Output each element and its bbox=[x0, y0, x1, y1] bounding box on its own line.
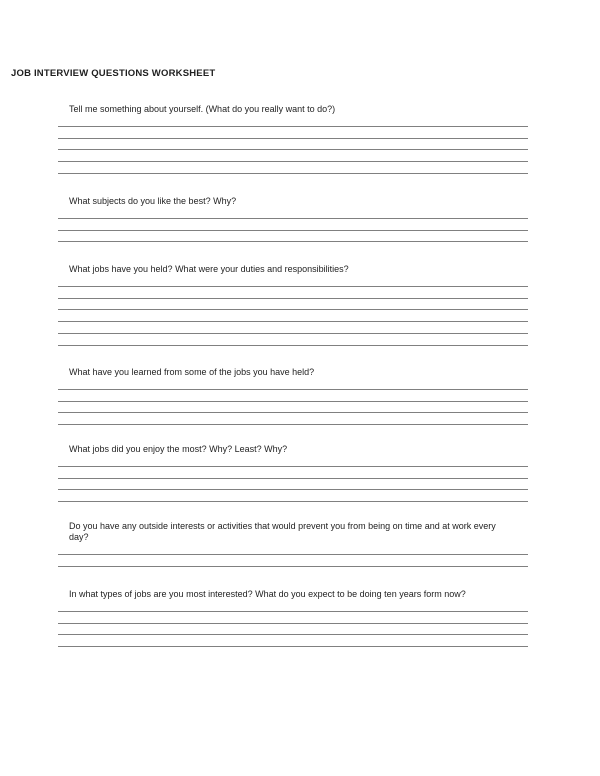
answer-line bbox=[58, 139, 528, 151]
answer-line bbox=[58, 624, 528, 636]
answer-lines-group bbox=[58, 543, 528, 567]
question-text: What jobs have you held? What were your duties and responsibilities? bbox=[69, 264, 349, 274]
question-section bbox=[58, 367, 528, 425]
answer-line bbox=[58, 378, 528, 390]
question-section bbox=[58, 264, 528, 346]
question-section bbox=[58, 521, 528, 567]
question-text: What subjects do you like the best? Why? bbox=[69, 196, 237, 206]
question-text: In what types of jobs are you most interested? What do you expect to be doing ten years form now? bbox=[69, 589, 466, 599]
answer-line bbox=[58, 299, 528, 311]
answer-line bbox=[58, 231, 528, 243]
question-section bbox=[58, 444, 528, 502]
answer-line bbox=[58, 555, 528, 567]
answer-lines-group bbox=[58, 455, 528, 502]
answer-line bbox=[58, 127, 528, 139]
answer-line bbox=[58, 322, 528, 334]
answer-line bbox=[58, 543, 528, 555]
answer-line bbox=[58, 310, 528, 322]
answer-line bbox=[58, 207, 528, 219]
answer-line bbox=[58, 600, 528, 612]
answer-line bbox=[58, 635, 528, 647]
answer-lines-group bbox=[58, 275, 528, 346]
question-section bbox=[58, 196, 528, 242]
answer-line bbox=[58, 479, 528, 491]
page-title: JOB INTERVIEW QUESTIONS WORKSHEET bbox=[11, 68, 216, 79]
answer-lines-group bbox=[58, 600, 528, 647]
answer-line bbox=[58, 402, 528, 414]
question-text: What have you learned from some of the jobs you have held? bbox=[69, 367, 315, 377]
answer-line bbox=[58, 162, 528, 174]
question-text: What jobs did you enjoy the most? Why? Least? Why? bbox=[69, 444, 288, 454]
answer-line bbox=[58, 287, 528, 299]
answer-lines-group bbox=[58, 378, 528, 425]
answer-line bbox=[58, 390, 528, 402]
answer-line bbox=[58, 219, 528, 231]
answer-line bbox=[58, 467, 528, 479]
question-text: Tell me something about yourself. (What do you really want to do?) bbox=[69, 104, 336, 114]
answer-line bbox=[58, 150, 528, 162]
answer-line bbox=[58, 455, 528, 467]
answer-lines-group bbox=[58, 115, 528, 174]
answer-line bbox=[58, 115, 528, 127]
question-section bbox=[58, 104, 528, 174]
answer-line bbox=[58, 275, 528, 287]
answer-lines-group bbox=[58, 207, 528, 242]
answer-line bbox=[58, 490, 528, 502]
question-text: Do you have any outside interests or activities that would prevent you from being on time and at work every day? bbox=[69, 521, 496, 542]
answer-line bbox=[58, 413, 528, 425]
answer-line bbox=[58, 612, 528, 624]
question-section bbox=[58, 589, 528, 647]
answer-line bbox=[58, 334, 528, 346]
